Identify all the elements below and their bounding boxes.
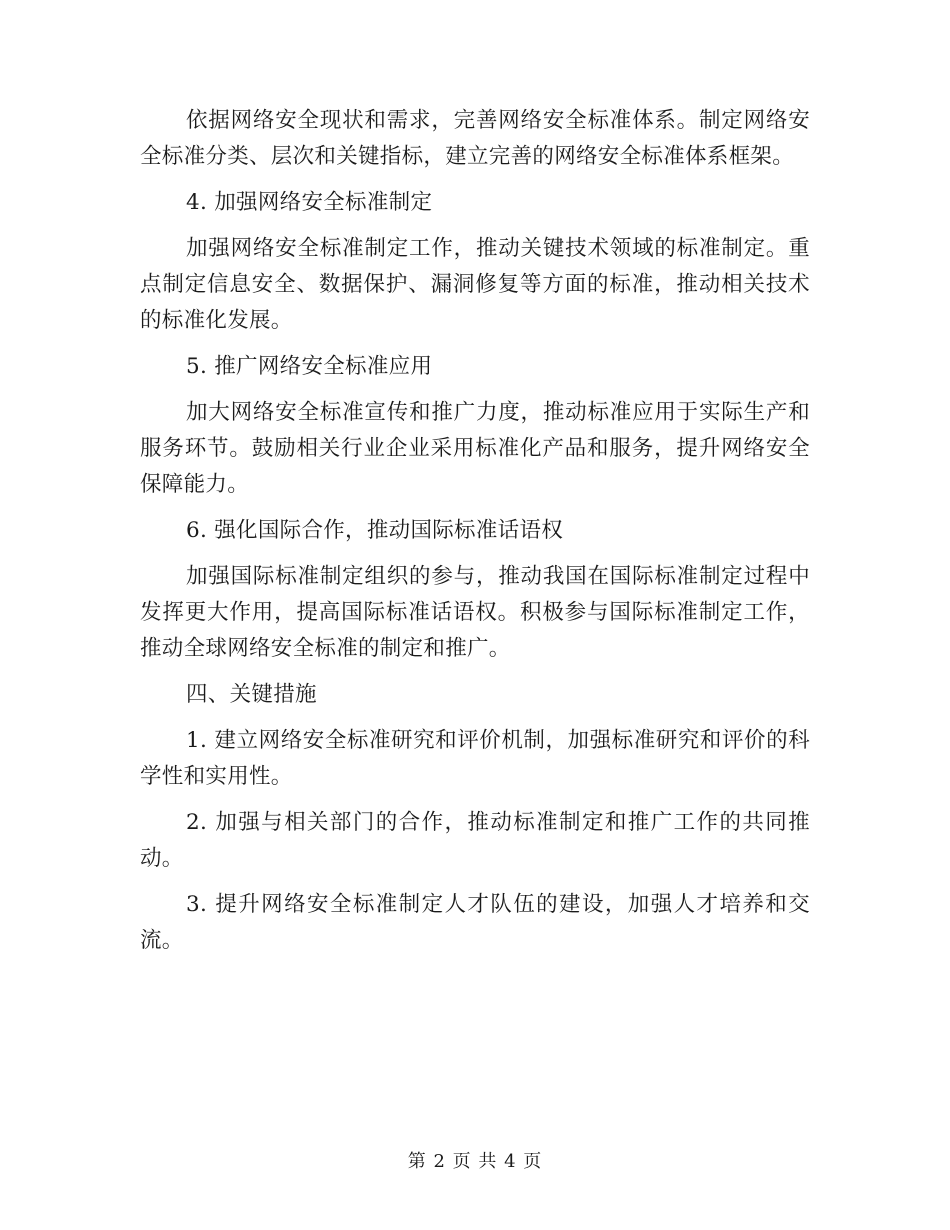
body-paragraph: 加大网络安全标准宣传和推广力度，推动标准应用于实际生产和服务环节。鼓励相关行业企业采用标准化产品和服务，提升网络安全保障能力。 [140,400,810,497]
section-heading: 5. 推广网络安全标准应用 [186,354,433,379]
measure-item: 1. 建立网络安全标准研究和评价机制，加强标准研究和评价的科学性和实用性。 [140,728,810,789]
document-body [140,103,810,969]
section-heading: 4. 加强网络安全标准制定 [186,190,433,215]
body-paragraph: 加强国际标准制定组织的参与，推动我国在国际标准制定过程中发挥更大作用，提高国际标准话语权。积极参与国际标准制定工作，推动全球网络安全标准的制定和推广。 [140,564,810,661]
page-number-footer: 第 2 页 共 4 页 [407,1151,543,1172]
measure-item: 2. 加强与相关部门的合作，推动标准制定和推广工作的共同推动。 [140,810,810,871]
body-paragraph: 加强网络安全标准制定工作，推动关键技术领域的标准制定。重点制定信息安全、数据保护、漏洞修复等方面的标准，推动相关技术的标准化发展。 [140,236,810,333]
section-heading: 6. 强化国际合作，推动国际标准话语权 [186,518,564,543]
measure-item: 3. 提升网络安全标准制定人才队伍的建设，加强人才培养和交流。 [140,892,810,953]
body-paragraph: 依据网络安全现状和需求，完善网络安全标准体系。制定网络安全标准分类、层次和关键指标，建立完善的网络安全标准体系框架。 [140,108,810,169]
chapter-heading: 四、关键措施 [186,682,317,707]
